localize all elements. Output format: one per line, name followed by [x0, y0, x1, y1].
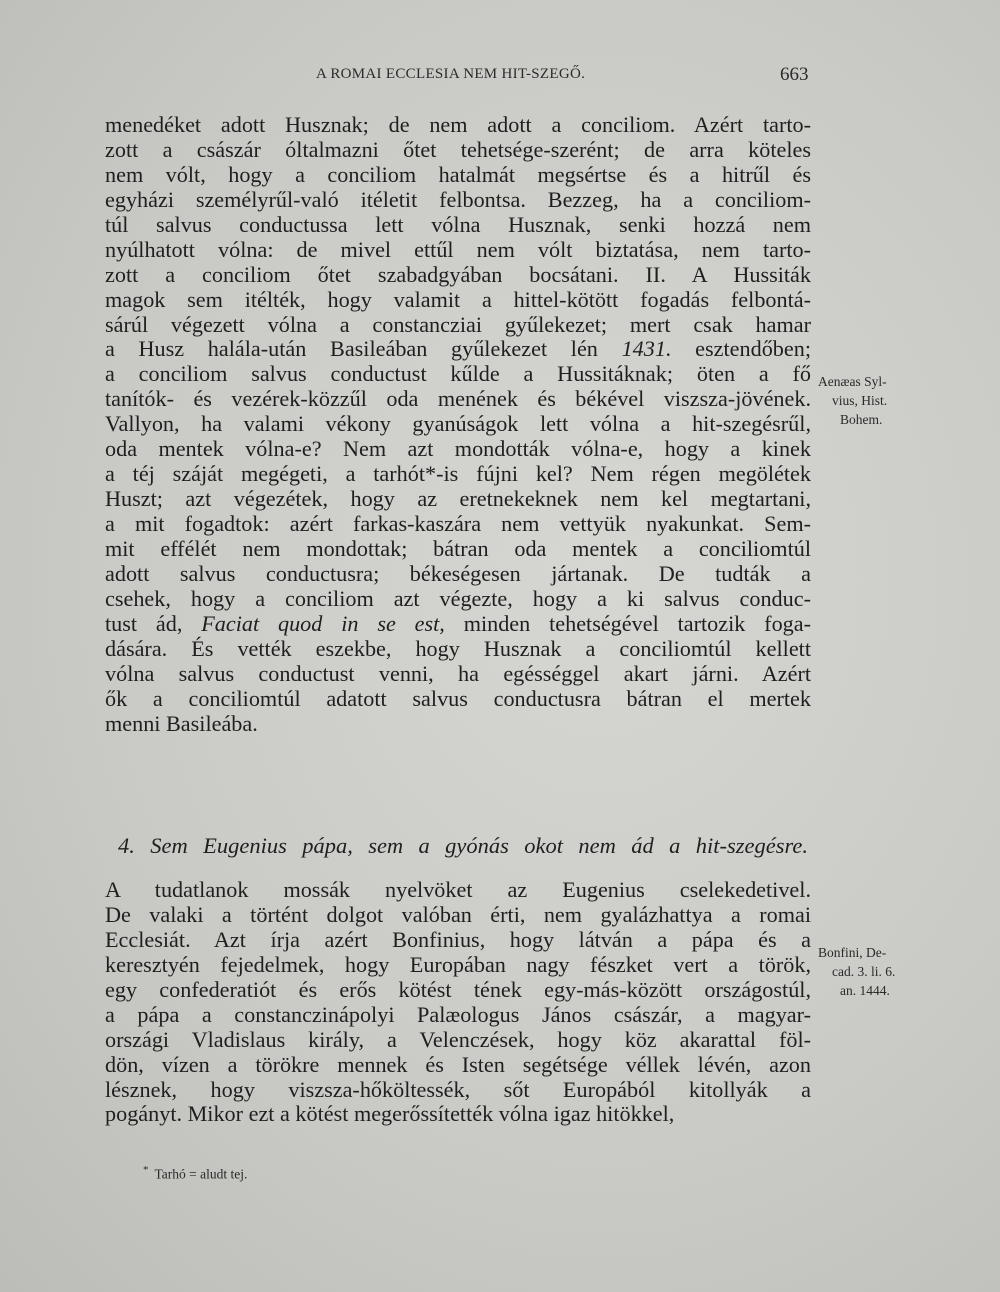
text-line: zott a conciliom őtet szabadgyában bocsátani. II. A Hussiták [105, 261, 811, 287]
text-line: zott a császár óltalmazni őtet tehetsége-szerént; de arra köteles [105, 136, 811, 162]
section-heading: 4. Sem Eugenius pápa, sem a gyónás okot nem ád a hit-szegésre. [118, 833, 808, 858]
footnote-text: Tarhó = aludt tej. [154, 1166, 248, 1182]
text-line: a téj száját megégeti, a tarhót*-is fújni kel? Nem régen megölétek [105, 461, 811, 487]
running-title: A ROMAI ECCLESIA NEM HIT-SZEGŐ. [316, 66, 586, 82]
margin-note-line: vius, Hist. [832, 393, 888, 408]
margin-note-line: Bonfini, De- [818, 945, 887, 960]
text-line: a Husz halála-után Basileában gyűlekezet lén 1431. esztendőben; [105, 336, 811, 362]
text-line: menni Basileába. [105, 710, 258, 736]
text-line: Huszt; azt végezétek, hogy az eretnekeknek nem kel megtartani, [105, 486, 811, 512]
text-line: oda mentek vólna-e? Nem azt mondották vólna-e, hogy a kinek [105, 436, 811, 462]
text-line: A tudatlanok mossák nyelvöket az Eugenius cselekedetivel. [105, 877, 811, 902]
margin-note-2 [818, 943, 918, 1000]
margin-note-line: Aenæas Syl- [818, 374, 887, 389]
margin-note-line: an. 1444. [840, 983, 890, 998]
text-line: pogányt. Mikor ezt a kötést megerőssítették vólna igaz hitökkel, [105, 1101, 675, 1127]
text-line: Ecclesiát. Azt írja azért Bonfinius, hogy látván a pápa és a [105, 926, 811, 952]
text-line: tust ád, Faciat quod in se est, minden tehetségével tartozik foga- [105, 610, 811, 636]
page-number: 663 [780, 64, 809, 85]
text-line: Vallyon, ha valami vékony gyanúságok lett vólna a hit-szegésrűl, [105, 411, 811, 437]
page-header [0, 62, 1000, 86]
text-line: dön, vízen a törökre mennek és Isten segétsége véllek lévén, azon [105, 1051, 811, 1077]
text-line: egyházi személyrűl-való itéletit felbontsa. Bezzeg, ha a conciliom- [105, 186, 811, 212]
paragraph-2 [105, 878, 811, 1127]
paragraph-1 [105, 113, 811, 736]
text-line: csehek, hogy a conciliom azt végezte, hogy a ki salvus conduc- [105, 585, 811, 611]
text-line: a pápa a constanczinápolyi Palæologus János császár, a magyar- [105, 1001, 811, 1027]
text-line: vólna salvus conductust venni, ha egésséggel akart járni. Azért [105, 660, 811, 686]
text-line: a mit fogadtok: azért farkas-kaszára nem vettyük nyakunkat. Sem- [105, 511, 811, 536]
text-line: sárúl végezett vólna a constancziai gyűlekezet; mert csak hamar [105, 311, 811, 337]
text-line: a conciliom salvus conductust kűlde a Hussitáknak; öten a fő [105, 361, 811, 387]
text-line: dására. És vették eszekbe, hogy Husznak a conciliomtúl kellett [105, 635, 811, 661]
margin-note-1 [818, 372, 918, 429]
footnote [143, 1164, 247, 1183]
text-line: ők a conciliomtúl adatott salvus conductusra bátran el mertek [105, 685, 811, 711]
text-line: túl salvus conductussa lett vólna Husznak, senki hozzá nem [105, 211, 811, 237]
footnote-mark: * [143, 1164, 149, 1176]
text-line: országi Vladislaus király, a Velenczések, hogy köz akarattal föl- [105, 1026, 811, 1052]
text-line: adott salvus conductusra; békeségesen jártanak. De tudták a [105, 560, 811, 586]
text-line: magok sem itélték, hogy valamit a hittel-kötött fogadás felbontá- [105, 286, 811, 312]
text-line: keresztyén fejedelmek, hogy Europában nagy fészket vert a török, [105, 951, 811, 977]
margin-note-line: cad. 3. li. 6. [832, 964, 896, 979]
text-line: nyúlhatott vólna: de mivel ettűl nem vólt biztatása, nem tarto- [105, 236, 811, 262]
text-line: lésznek, hogy viszsza-hőköltessék, sőt Europából kitollyák a [105, 1076, 811, 1102]
text-line: menedéket adott Husznak; de nem adott a conciliom. Azért tarto- [105, 112, 811, 137]
text-line: tanítók- és vezérek-közzűl oda menének és békével viszsza-jövének. [105, 386, 811, 412]
margin-note-line: Bohem. [840, 412, 883, 427]
text-line: mit effélét nem mondottak; bátran oda mentek a conciliomtúl [105, 535, 811, 561]
text-line: egy confederatiót és erős kötést tének egy-más-között országostúl, [105, 976, 811, 1002]
text-line: De valaki a történt dolgot valóban érti, nem gyalázhattya a romai [105, 901, 811, 927]
text-line: nem vólt, hogy a conciliom hatalmát megsértse és a hitrűl és [105, 161, 811, 187]
